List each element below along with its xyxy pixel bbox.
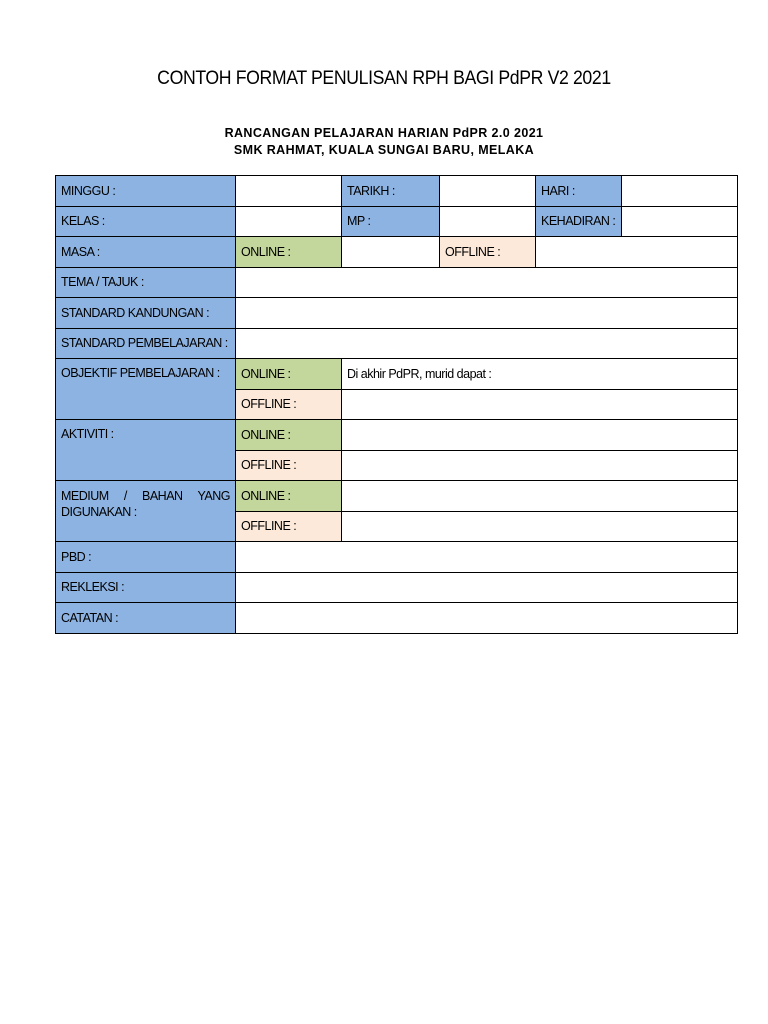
row-pbd: [56, 542, 738, 573]
field-tema[interactable]: [236, 267, 738, 298]
document-subtitle: [0, 125, 768, 159]
subtitle-line-2: SMK RAHMAT, KUALA SUNGAI BARU, MELAKA: [233, 143, 535, 157]
label-standard-pembelajaran: STANDARD PEMBELAJARAN :: [56, 328, 236, 359]
label-medium: [56, 481, 236, 542]
row-objektif-online: [56, 359, 738, 390]
field-medium-offline[interactable]: [342, 511, 738, 542]
label-catatan: CATATAN :: [56, 603, 236, 634]
field-standard-pembelajaran[interactable]: [236, 328, 738, 359]
subtitle-line-1: RANCANGAN PELAJARAN HARIAN PdPR 2.0 2021: [224, 126, 544, 140]
field-tarikh[interactable]: [440, 176, 536, 207]
row-standard-kandungan: [56, 298, 738, 329]
label-medium-line1: MEDIUM / BAHAN YANG: [61, 489, 230, 503]
field-minggu[interactable]: [236, 176, 342, 207]
label-standard-kandungan: STANDARD KANDUNGAN :: [56, 298, 236, 329]
row-refleksi: [56, 572, 738, 603]
label-mp: MP :: [342, 206, 440, 237]
label-kehadiran: KEHADIRAN :: [536, 206, 622, 237]
field-kehadiran[interactable]: [622, 206, 738, 237]
label-refleksi: REKLEKSI :: [56, 572, 236, 603]
field-masa-online[interactable]: [342, 237, 440, 268]
field-medium-online[interactable]: [342, 481, 738, 512]
row-standard-pembelajaran: [56, 328, 738, 359]
label-objektif-offline: OFFLINE :: [236, 389, 342, 420]
label-hari: HARI :: [536, 176, 622, 207]
label-medium-line2: DIGUNAKAN :: [61, 505, 137, 519]
field-kelas[interactable]: [236, 206, 342, 237]
row-medium-online: [56, 481, 738, 512]
row-masa: [56, 237, 738, 268]
label-pbd: PBD :: [56, 542, 236, 573]
label-kelas: KELAS :: [56, 206, 236, 237]
field-refleksi[interactable]: [236, 572, 738, 603]
label-medium-offline: OFFLINE :: [236, 511, 342, 542]
label-masa: MASA :: [56, 237, 236, 268]
label-tema: TEMA / TAJUK :: [56, 267, 236, 298]
label-tarikh: TARIKH :: [342, 176, 440, 207]
field-aktiviti-online[interactable]: [342, 420, 738, 451]
label-aktiviti-online: ONLINE :: [236, 420, 342, 451]
row-catatan: [56, 603, 738, 634]
row-tema: [56, 267, 738, 298]
field-masa-offline[interactable]: [536, 237, 738, 268]
field-objektif-online[interactable]: Di akhir PdPR, murid dapat :: [342, 359, 738, 390]
label-aktiviti: AKTIVITI :: [56, 420, 236, 481]
label-medium-online: ONLINE :: [236, 481, 342, 512]
label-minggu: MINGGU :: [56, 176, 236, 207]
label-objektif-online: ONLINE :: [236, 359, 342, 390]
field-mp[interactable]: [440, 206, 536, 237]
field-catatan[interactable]: [236, 603, 738, 634]
field-hari[interactable]: [622, 176, 738, 207]
label-masa-online: ONLINE :: [236, 237, 342, 268]
document-title: CONTOH FORMAT PENULISAN RPH BAGI PdPR V2 2021: [157, 68, 611, 89]
field-standard-kandungan[interactable]: [236, 298, 738, 329]
row-aktiviti-online: [56, 420, 738, 451]
rph-form-table: [55, 175, 738, 634]
row-kelas: [56, 206, 738, 237]
field-pbd[interactable]: [236, 542, 738, 573]
label-aktiviti-offline: OFFLINE :: [236, 450, 342, 481]
field-objektif-offline[interactable]: [342, 389, 738, 420]
field-aktiviti-offline[interactable]: [342, 450, 738, 481]
label-masa-offline: OFFLINE :: [440, 237, 536, 268]
label-objektif: OBJEKTIF PEMBELAJARAN :: [56, 359, 236, 420]
row-minggu: [56, 176, 738, 207]
